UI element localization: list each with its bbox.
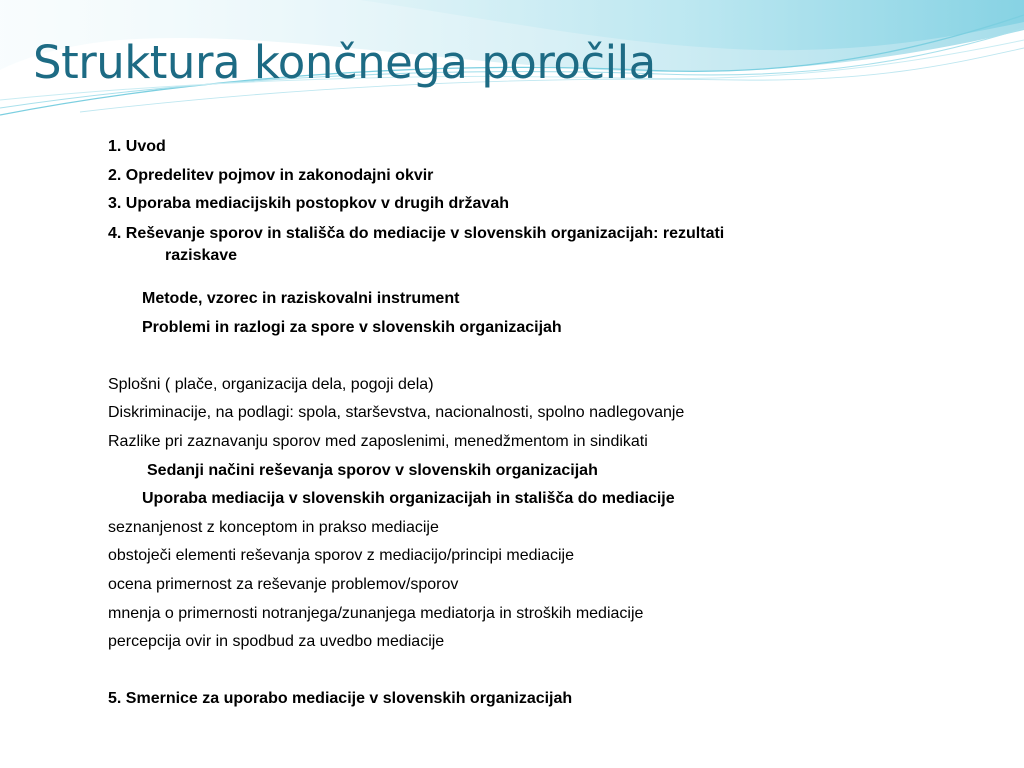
- outline-subheading: Sedanji načini reševanja sporov v slovenskih organizacijah: [147, 461, 598, 479]
- outline-detail: ocena primernost za reševanje problemov/sporov: [108, 575, 459, 593]
- outline-subheading: Metode, vzorec in raziskovalni instrument: [142, 289, 460, 307]
- outline-detail: percepcija ovir in spodbud za uvedbo mediacije: [108, 633, 445, 651]
- outline-item: 1. Uvod: [108, 138, 166, 155]
- outline-item-continuation: raziskave: [165, 246, 238, 264]
- outline-item: 2. Opredelitev pojmov in zakonodajni okvir: [108, 166, 434, 184]
- outline-detail: Razlike pri zaznavanju sporov med zaposlenimi, menedžmentom in sindikati: [108, 432, 648, 450]
- report-outline: [108, 133, 988, 714]
- outline-subheading: Problemi in razlogi za spore v slovenskih organizacijah: [142, 318, 562, 336]
- outline-item: 3. Uporaba mediacijskih postopkov v drugih državah: [108, 195, 509, 213]
- outline-item-wrapped: [108, 219, 988, 264]
- slide-title: Struktura končnega poročila: [33, 36, 656, 89]
- outline-detail: Diskriminacije, na podlagi: spola, starševstva, nacionalnosti, spolno nadlegovanje: [108, 404, 685, 422]
- outline-detail: mnenja o primernosti notranjega/zunanjega mediatorja in stroških mediacije: [108, 604, 644, 622]
- outline-subheading: Uporaba mediacija v slovenskih organizacijah in stališča do mediacije: [142, 490, 675, 508]
- spacer: [108, 256, 988, 285]
- outline-detail: obstoječi elementi reševanja sporov z mediacijo/principi mediacije: [108, 547, 574, 565]
- outline-detail: seznanjenost z konceptom in prakso mediacije: [108, 518, 439, 536]
- outline-detail: Splošni ( plače, organizacija dela, pogoji dela): [108, 375, 434, 393]
- spacer: [108, 342, 988, 371]
- outline-item: 4. Reševanje sporov in stališča do mediacije v slovenskih organizacijah: rezultati: [108, 224, 725, 242]
- outline-item: 5. Smernice za uporabo mediacije v slovenskih organizacijah: [108, 690, 573, 708]
- spacer: [108, 657, 988, 686]
